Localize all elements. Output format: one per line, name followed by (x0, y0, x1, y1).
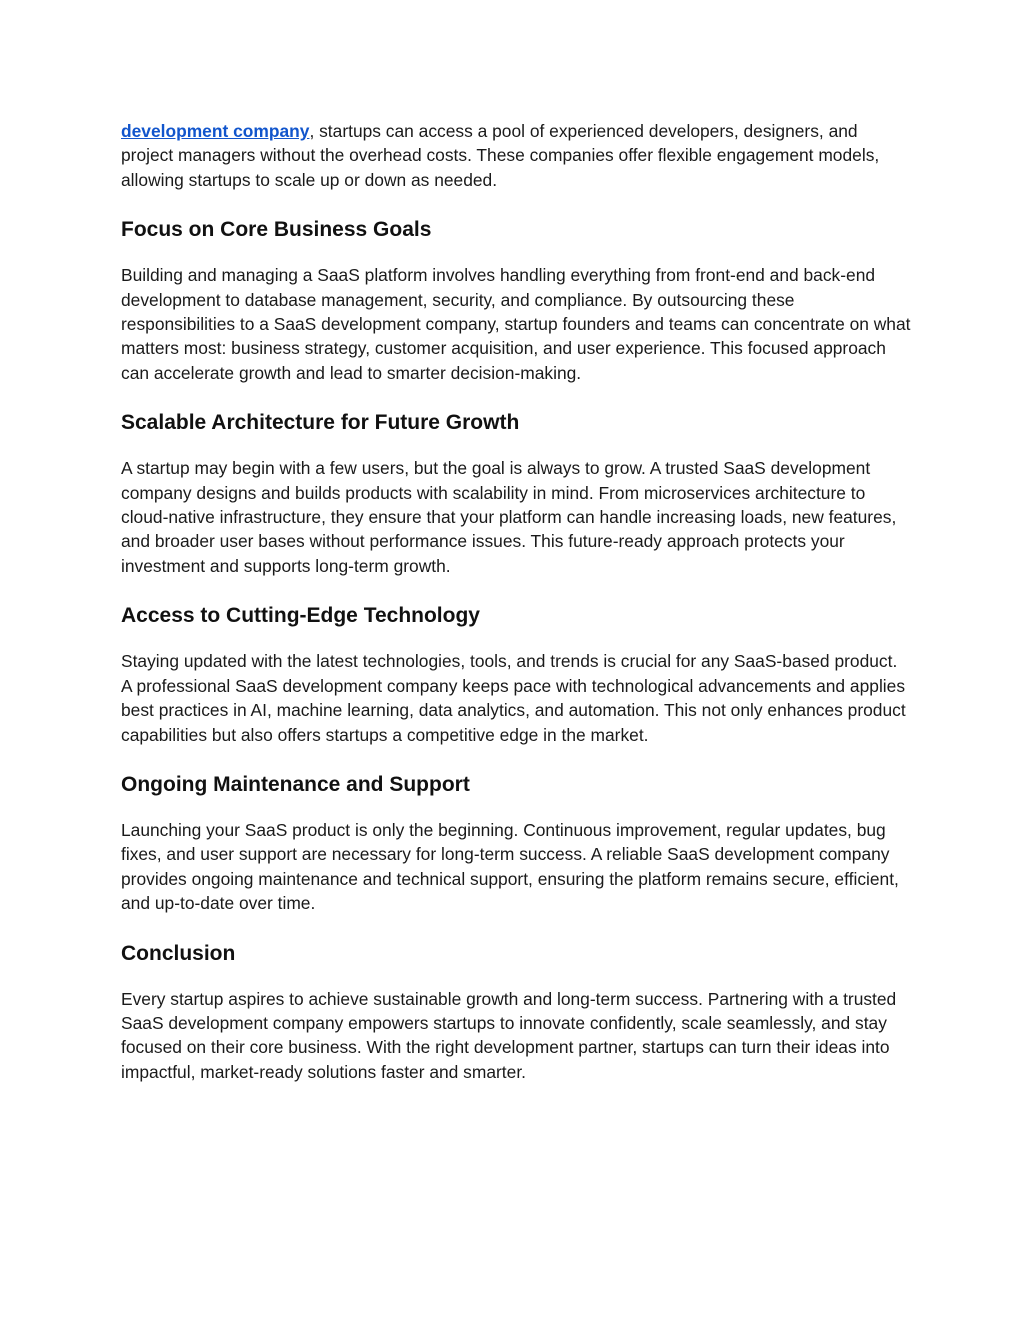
paragraph-focus-core-business-goals: Building and managing a SaaS platform involves handling everything from front-end and back-end development to database management, security, and compliance. By outsourcing these responsibilities to a SaaS development company, startup founders and teams can concentrate on what matters most: business strategy, customer acquisition, and user experience. This focused approach can accelerate growth and lead to smarter decision-making. (121, 265, 911, 383)
paragraph-scalable-architecture: A startup may begin with a few users, but the goal is always to grow. A trusted SaaS development company designs and builds products with scalability in mind. From microservices architecture to cloud-native infrastructure, they ensure that your platform can handle increasing loads, new features, and broader user bases without performance issues. This future-ready approach protects your investment and supports long-term growth. (121, 458, 897, 576)
document-page (121, 119, 911, 1084)
heading-scalable-architecture: Scalable Architecture for Future Growth (121, 411, 520, 435)
heading-maintenance-support: Ongoing Maintenance and Support (121, 772, 470, 796)
development-company-link[interactable]: development company (121, 121, 310, 141)
intro-paragraph (121, 119, 911, 192)
heading-conclusion: Conclusion (121, 941, 236, 965)
heading-focus-core-business-goals: Focus on Core Business Goals (121, 218, 432, 242)
heading-cutting-edge-technology: Access to Cutting-Edge Technology (121, 604, 480, 628)
paragraph-maintenance-support: Launching your SaaS product is only the beginning. Continuous improvement, regular updates, bug fixes, and user support are necessary for long-term success. A reliable SaaS development company provides ongoing maintenance and technical support, ensuring the platform remains secure, efficient, and up-to-date over time. (121, 819, 899, 914)
intro-text: , startups can access a pool of experienced developers, designers, and project managers without the overhead costs. These companies offer flexible engagement models, allowing startups to scale up or down as needed. (121, 121, 880, 190)
paragraph-cutting-edge-technology: Staying updated with the latest technologies, tools, and trends is crucial for any SaaS-based product. A professional SaaS development company keeps pace with technological advancements and applies best practices in AI, machine learning, data analytics, and automation. This not only enhances product capabilities but also offers startups a competitive edge in the market. (121, 651, 906, 745)
paragraph-conclusion: Every startup aspires to achieve sustainable growth and long-term success. Partnering with a trusted SaaS development company empowers startups to innovate confidently, scale seamlessly, and stay focused on their core business. With the right development partner, startups can turn their ideas into impactful, market-ready solutions faster and smarter. (121, 988, 897, 1082)
